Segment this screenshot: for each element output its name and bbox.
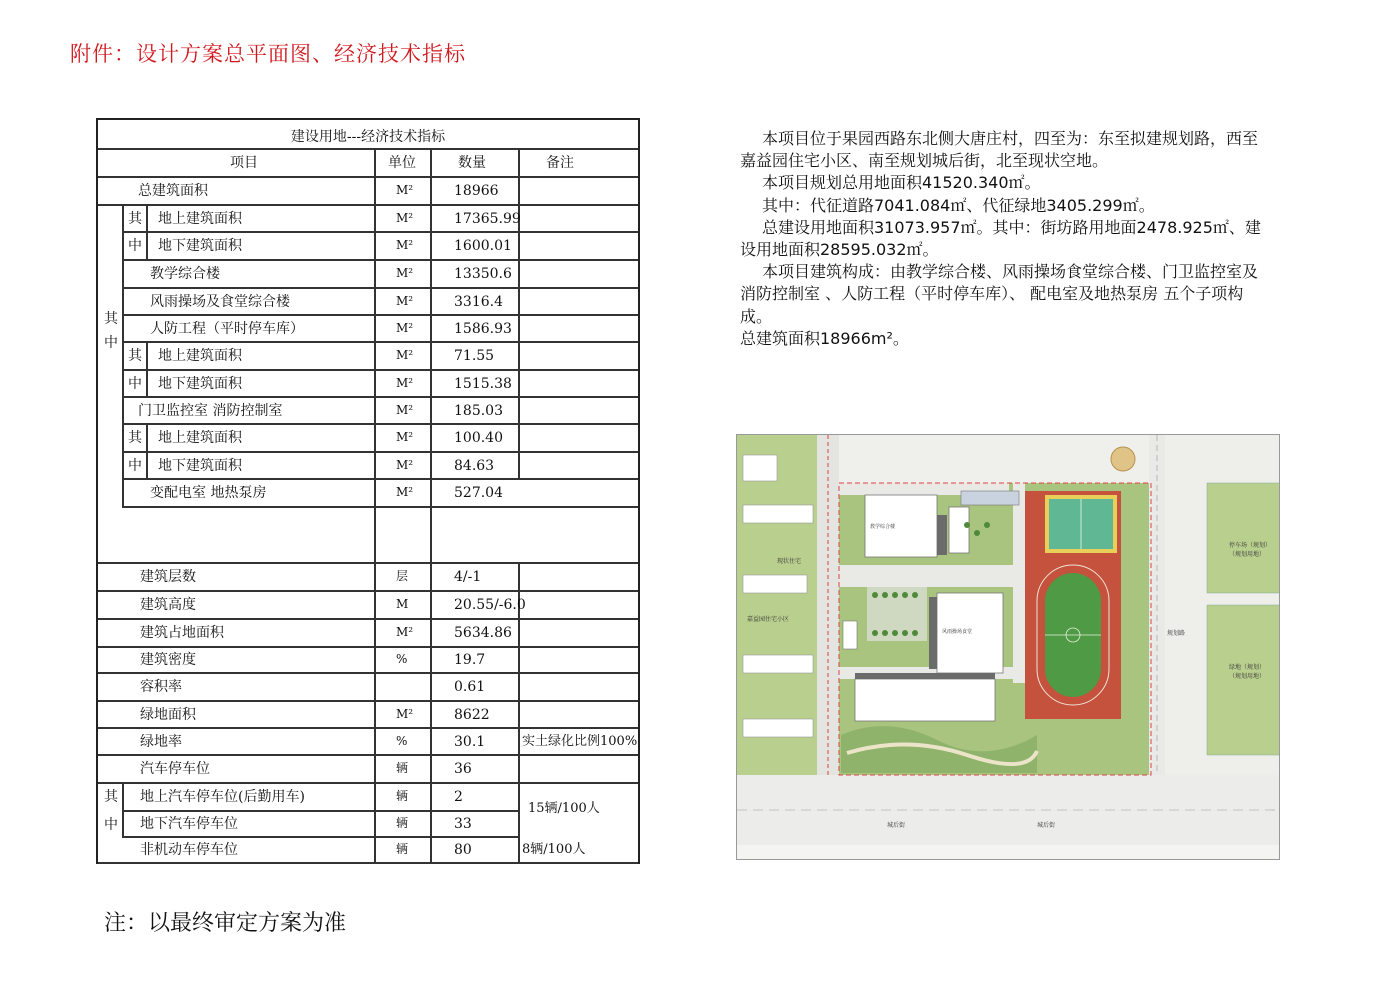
description-para-5: 本项目建筑构成：由教学综合楼、风雨操场食堂综合楼、门卫监控室及消防控制室 、人防工程（平时停车库）、 配电室及地热泵房 五个子项构成。	[740, 262, 1259, 326]
table-hline	[122, 810, 518, 812]
row-qty: 33	[454, 816, 472, 832]
group-label-zhong: 中	[104, 817, 118, 833]
row-unit: M²	[396, 321, 414, 335]
row-item-label: 绿地率	[140, 734, 182, 750]
project-description	[740, 128, 1272, 350]
group-label-qi: 其	[128, 430, 142, 446]
teaching-building-south	[855, 679, 995, 721]
north-land	[839, 435, 1149, 483]
row-unit: M²	[396, 183, 414, 197]
row-item-label: 地下汽车停车位	[140, 816, 238, 832]
group-label-qi: 其	[128, 348, 142, 364]
row-unit: M²	[396, 707, 414, 721]
table-hline	[98, 862, 638, 864]
row-unit: 辆	[396, 761, 409, 775]
site-plan-drawing	[737, 435, 1280, 860]
label-green-sub: （规划用地）	[1229, 673, 1266, 680]
building-shadow	[929, 597, 937, 669]
row-unit: M²	[396, 266, 414, 280]
row-unit: M²	[396, 403, 414, 417]
row-item-label: 教学综合楼	[150, 266, 220, 282]
row-unit: 辆	[396, 842, 409, 856]
group-label-zhong: 中	[104, 335, 118, 351]
table-hline	[98, 754, 638, 756]
row-item-label: 绿地面积	[140, 707, 196, 723]
description-para-6: 总建筑面积18966m²。	[740, 328, 909, 348]
row-item-label: 地上建筑面积	[158, 430, 242, 446]
page-title: 附件：设计方案总平面图、经济技术指标	[70, 42, 466, 66]
row-unit: 辆	[396, 789, 409, 803]
table-vline	[146, 423, 148, 478]
south-edge	[737, 845, 1280, 860]
group-label-zhong: 中	[128, 238, 142, 254]
table-hline	[122, 341, 638, 343]
table-hline	[122, 231, 638, 233]
row-unit: M²	[396, 238, 414, 252]
label-parking-sub: （规划用地）	[1229, 551, 1266, 558]
row-item-label: 地下建筑面积	[158, 458, 242, 474]
label-parking: 停车场（规划）	[1229, 542, 1272, 549]
group-label-qi: 其	[104, 311, 118, 327]
table-hline	[122, 287, 638, 289]
row-note: 实土绿化比例100%	[522, 734, 638, 749]
row-note: 8辆/100人	[522, 842, 586, 857]
row-qty: 185.03	[454, 403, 503, 419]
row-qty: 4/-1	[454, 569, 482, 585]
table-hline	[98, 590, 638, 592]
table-hline	[122, 506, 638, 508]
row-item-label: 地上建筑面积	[158, 348, 242, 364]
table-hline	[122, 423, 638, 425]
label-teaching: 教学综合楼	[870, 524, 896, 530]
table-hline	[98, 700, 638, 702]
table-hline	[98, 672, 638, 674]
group-label-qi: 其	[104, 789, 118, 805]
row-unit: M	[396, 597, 409, 611]
north-building-strip	[961, 491, 1019, 505]
site-plan-image	[736, 434, 1280, 860]
row-item-label: 地下建筑面积	[158, 376, 242, 392]
building-shadow	[937, 515, 947, 555]
row-qty: 84.63	[454, 458, 495, 474]
description-para-2: 本项目规划总用地面积41520.340㎡。	[762, 173, 1041, 193]
building-shadow	[855, 673, 995, 679]
row-item-label: 建筑占地面积	[140, 625, 224, 641]
row-qty: 1586.93	[454, 321, 512, 337]
row-qty: 13350.6	[454, 266, 512, 282]
row-unit: M²	[396, 294, 414, 308]
table-vline	[518, 148, 520, 478]
table-hline	[122, 259, 638, 261]
row-qty: 17365.99	[454, 211, 521, 227]
row-item-label: 建筑层数	[140, 569, 196, 585]
row-qty: 5634.86	[454, 625, 512, 641]
row-qty: 1515.38	[454, 376, 512, 392]
footnote: 注：以最终审定方案为准	[104, 911, 347, 936]
description-para-3: 其中：代征道路7041.084㎡、代征绿地3405.299㎡。	[762, 195, 1155, 215]
table-vline	[122, 204, 124, 506]
row-unit: 层	[396, 569, 409, 583]
row-unit: M²	[396, 430, 414, 444]
table-vline	[146, 341, 148, 396]
label-east-road: 规划路	[1167, 630, 1186, 637]
east-green-area	[1207, 605, 1280, 755]
table-hline	[98, 204, 638, 206]
west-building-block	[743, 455, 777, 481]
description-para-4: 总建设用地面积31073.957㎡。其中：街坊路用地面2478.925㎡、建设用地面积28595.032㎡。	[740, 217, 1261, 260]
row-unit: M²	[396, 376, 414, 390]
table-title: 建设用地---经济技术指标	[290, 129, 446, 145]
row-qty: 0.61	[454, 679, 486, 695]
table-hline	[98, 562, 638, 564]
row-unit: M²	[396, 485, 414, 499]
group-label-zhong: 中	[128, 458, 142, 474]
table-vline	[146, 204, 148, 259]
row-unit: %	[396, 652, 408, 666]
label-street-2: 城后街	[1037, 822, 1056, 829]
row-item-label: 地下建筑面积	[158, 238, 242, 254]
row-qty: 20.55/-6.0	[454, 597, 526, 613]
east-parking-area	[1207, 483, 1280, 593]
west-building-block	[743, 655, 813, 673]
row-qty: 527.04	[454, 485, 503, 501]
internal-road-east	[1013, 483, 1025, 683]
label-green: 绿地（规划）	[1229, 664, 1266, 671]
row-item-label: 地上建筑面积	[158, 211, 242, 227]
row-qty: 8622	[454, 707, 490, 723]
label-residential: 嘉益园住宅小区	[747, 616, 790, 623]
tech-indicator-table	[96, 118, 640, 864]
label-canteen: 风雨操场食堂	[942, 629, 973, 635]
row-qty: 2	[454, 789, 463, 805]
table-hline	[122, 314, 638, 316]
row-item-label: 人防工程（平时停车库）	[150, 321, 304, 337]
row-item-label: 非机动车停车位	[140, 842, 238, 858]
header-note: 备注	[546, 155, 574, 171]
row-unit: %	[396, 734, 408, 748]
header-qty: 数量	[458, 155, 486, 171]
table-hline	[122, 451, 638, 453]
row-qty: 18966	[454, 183, 499, 199]
row-item-label: 总建筑面积	[138, 183, 208, 199]
table-hline	[98, 148, 638, 150]
guard-room	[843, 621, 857, 649]
west-building-block	[743, 719, 813, 737]
west-building-block	[743, 505, 813, 523]
table-vline	[122, 782, 124, 836]
row-qty: 100.40	[454, 430, 503, 446]
description-para-1: 本项目位于果园西路东北侧大唐庄村，四至为：东至拟建规划路，西至嘉益园住宅小区、南至规划城后街，北至现状空地。	[740, 129, 1259, 171]
table-hline	[98, 618, 638, 620]
row-item-label: 门卫监控室 消防控制室	[138, 403, 283, 419]
table-hline	[98, 727, 638, 729]
row-unit: M²	[396, 625, 414, 639]
header-item: 项目	[230, 155, 258, 171]
table-hline	[122, 396, 638, 398]
north-marker	[1111, 447, 1135, 471]
internal-road-middle	[839, 565, 1029, 587]
table-hline	[122, 836, 518, 838]
row-item-label: 变配电室 地热泵房	[150, 485, 267, 501]
row-unit: 辆	[396, 816, 409, 830]
group-label-zhong: 中	[128, 376, 142, 392]
row-qty: 3316.4	[454, 294, 503, 310]
row-unit: M²	[396, 211, 414, 225]
parking-ratio-note: 15辆/100人	[528, 801, 600, 816]
table-hline	[122, 478, 638, 480]
row-unit: M²	[396, 348, 414, 362]
row-unit: M²	[396, 458, 414, 472]
row-qty: 80	[454, 842, 472, 858]
label-existing: 现状住宅	[777, 558, 802, 565]
table-hline	[122, 369, 638, 371]
row-item-label: 建筑密度	[140, 652, 196, 668]
row-qty: 71.55	[454, 348, 495, 364]
table-hline	[98, 646, 638, 648]
table-hline	[98, 176, 638, 178]
row-item-label: 地上汽车停车位(后勤用车)	[140, 789, 305, 805]
building-wing	[949, 507, 969, 553]
group-label-qi: 其	[128, 211, 142, 227]
west-building-block	[743, 575, 807, 593]
row-item-label: 建筑高度	[140, 597, 196, 613]
row-qty: 19.7	[454, 652, 486, 668]
header-unit: 单位	[388, 155, 416, 171]
label-street-1: 城后街	[887, 822, 906, 829]
row-qty: 1600.01	[454, 238, 512, 254]
row-item-label: 汽车停车位	[140, 761, 210, 777]
table-hline	[98, 782, 638, 784]
row-qty: 36	[454, 761, 472, 777]
row-qty: 30.1	[454, 734, 486, 750]
row-item-label: 风雨操场及食堂综合楼	[150, 294, 290, 310]
row-item-label: 容积率	[140, 679, 182, 695]
